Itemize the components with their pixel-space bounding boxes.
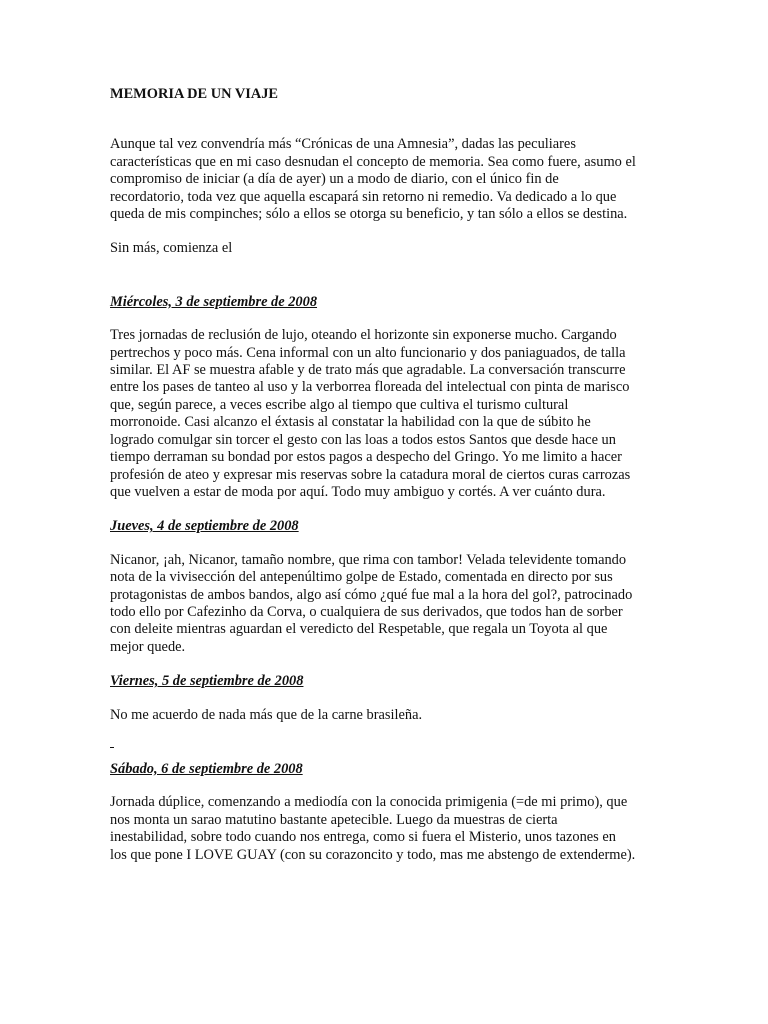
entry-paragraph: Tres jornadas de reclusión de lujo, oteando el horizonte sin exponerse mucho. Cargando pertrechos y poco más. Cena informal con un alto funcionario y dos paniaguados, de talla similar. El AF se muestra afable y de trato más que agradable. La conversación transcurre entre los pases de tanteo al uso y la verborrea floreada del intelectual con pinta de marisco que, según parece, a veces escribe algo al tiempo que cultiva el turismo cultural morronoide. Casi alcanzo el éxtasis al constatar la habilidad con la que de súbito he logrado comulgar sin torcer el gesto con las loas a todos estos Santos que desde hace un tiempo derraman su bondad por estos pagos a despecho del Gringo. Yo me limito a hacer profesión de ateo y expresar mis reservas sobre la catadura moral de ciertos curas carrozas que vuelven a estar de moda por aquí. Todo muy ambiguo y cortés. A ver cuánto dura. xyxy=(110,327,631,500)
document-page xyxy=(110,86,636,881)
spacer xyxy=(110,275,636,294)
entry-date-heading: Viernes, 5 de septiembre de 2008 xyxy=(110,673,304,690)
lead-paragraph: Sin más, comienza el xyxy=(110,240,233,257)
intro-paragraph: Aunque tal vez convendría más “Crónicas de una Amnesia”, dadas las peculiares características que en mi caso desnudan el concepto de memoria. Sea como fuere, asumo el compromiso de iniciar (a día de ayer) un a modo de diario, con el único fin de recordatorio, toda vez que aquella escapará sin retorno ni remedio. Va dedicado a lo que queda de mis compinches; sólo a ellos se otorga su beneficio, y tan sólo a ellos se destina. xyxy=(110,136,636,223)
entry-date-heading: Jueves, 4 de septiembre de 2008 xyxy=(110,518,299,535)
stray-underline-mark xyxy=(110,741,636,761)
entry-paragraph: Nicanor, ¡ah, Nicanor, tamaño nombre, que rima con tambor! Velada televidente tomando nota de la vivisección del antepenúltimo golpe de Estado, comentada en directo por sus protagonistas de ambos bandos, algo así cómo ¿qué fue mal a la hora del gol?, patrocinado todo ello por Cafezinho da Corva, o cualquiera de sus derivados, que todos han de sorber con deleite mientras aguardan el veredicto del Respetable, que regala un Toyota al que mejor quede. xyxy=(110,551,633,655)
document-title: MEMORIA DE UN VIAJE xyxy=(110,86,279,102)
entry-date-heading: Miércoles, 3 de septiembre de 2008 xyxy=(110,293,318,310)
entry-paragraph: Jornada dúplice, comenzando a mediodía con la conocida primigenia (=de mi primo), que nos monta un sarao matutino bastante apetecible. Luego da muestras de cierta inestabilidad, sobre todo cuando nos entrega, como si fuera el Misterio, unos tazones en los que pone I LOVE GUAY (con su corazoncito y todo, mas me abstengo de extenderme). xyxy=(110,794,636,863)
entry-date-heading: Sábado, 6 de septiembre de 2008 xyxy=(110,760,303,777)
entry-paragraph: No me acuerdo de nada más que de la carne brasileña. xyxy=(110,706,423,723)
